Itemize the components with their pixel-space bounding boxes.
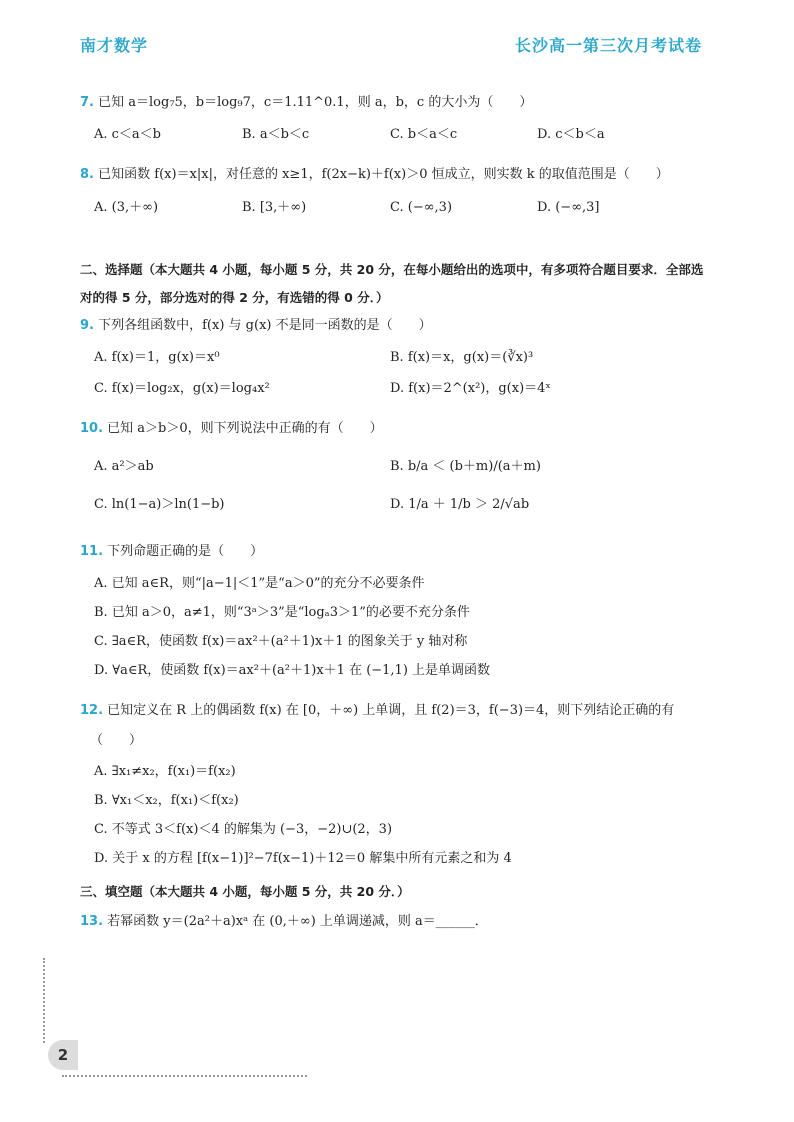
q9-option-c: C. f(x)＝log₂x，g(x)＝log₄x² — [94, 381, 270, 396]
q8-option-c: C. (−∞,3) — [390, 200, 453, 215]
question-number: 9. — [80, 318, 94, 333]
question-stem: 已知 a＞b＞0，则下列说法中正确的有（ ） — [107, 421, 383, 436]
q12-option-d: D. 关于 x 的方程 [f(x−1)]²−7f(x−1)＋12＝0 解集中所有元素之和为 4 — [94, 851, 512, 866]
q7-option-a: A. c＜a＜b — [94, 127, 162, 142]
dotted-margin-horizontal — [62, 1075, 307, 1077]
q7-option-c: C. b＜a＜c — [390, 127, 458, 142]
header-right-title: 长沙高一第三次月考试卷 — [514, 36, 702, 55]
q11-option-a: A. 已知 a∈R，则“|a−1|＜1”是“a＞0”的充分不必要条件 — [94, 576, 425, 591]
q12-option-a: A. ∃x₁≠x₂，f(x₁)＝f(x₂) — [94, 764, 236, 779]
q12-option-b: B. ∀x₁＜x₂，f(x₁)＜f(x₂) — [94, 793, 239, 808]
q10-option-d: D. 1/a ＋ 1/b ＞ 2/√ab — [390, 497, 530, 512]
section-3-title: 三、填空题（本大题共 4 小题，每小题 5 分，共 20 分．） — [80, 884, 410, 899]
q10-option-b: B. b/a ＜ (b＋m)/(a＋m) — [390, 459, 541, 474]
question-13 — [80, 914, 488, 930]
question-number: 12. — [80, 703, 104, 718]
question-stem: 下列各组函数中，f(x) 与 g(x) 不是同一函数的是（ ） — [98, 318, 432, 333]
question-number: 11. — [80, 544, 104, 559]
question-number: 7. — [80, 95, 94, 110]
header-left-title: 南才数学 — [80, 36, 149, 55]
question-stem: 已知函数 f(x)＝x|x|，对任意的 x≥1，f(2x−k)＋f(x)＞0 恒成立，则实数 k 的取值范围是（ ） — [98, 167, 669, 182]
q9-option-a: A. f(x)＝1，g(x)＝x⁰ — [94, 350, 220, 365]
q11-option-c: C. ∃a∈R，使函数 f(x)＝ax²＋(a²＋1)x＋1 的图象关于 y 轴对称 — [94, 634, 468, 649]
question-7 — [80, 95, 532, 111]
question-12 — [80, 703, 674, 719]
question-11 — [80, 544, 263, 560]
q8-option-b: B. [3,＋∞) — [242, 200, 307, 215]
question-number: 10. — [80, 421, 104, 436]
section-2-title-line1: 二、选择题（本大题共 4 小题，每小题 5 分，共 20 分，在每小题给出的选项中，有多项符合题目要求．全部选 — [80, 262, 704, 277]
q10-option-a: A. a²＞ab — [94, 459, 154, 474]
q9-option-d: D. f(x)＝2^(x²)，g(x)＝4ˣ — [390, 381, 551, 396]
section-2-title-line2: 对的得 5 分，部分选对的得 2 分，有选错的得 0 分．） — [80, 290, 389, 305]
dotted-margin-vertical — [43, 958, 45, 1043]
q8-option-a: A. (3,＋∞) — [94, 200, 159, 215]
q11-option-d: D. ∀a∈R，使函数 f(x)＝ax²＋(a²＋1)x＋1 在 (−1,1) 上是单调函数 — [94, 663, 491, 678]
question-stem: 已知 a＝log₇5，b＝log₉7，c＝1.11^0.1，则 a，b，c 的大小为（ ） — [98, 95, 533, 110]
q12-option-c: C. 不等式 3＜f(x)＜4 的解集为 (−3，−2)∪(2，3) — [94, 822, 393, 837]
question-9 — [80, 318, 432, 334]
q11-option-b: B. 已知 a＞0，a≠1，则“3ᵃ＞3”是“logₐ3＞1”的必要不充分条件 — [94, 605, 470, 620]
question-stem: 下列命题正确的是（ ） — [107, 544, 264, 559]
page-number: 2 — [48, 1040, 78, 1070]
q7-option-d: D. c＜b＜a — [537, 127, 605, 142]
q10-option-c: C. ln(1−a)＞ln(1−b) — [94, 497, 225, 512]
q9-option-b: B. f(x)＝x，g(x)＝(∛x)³ — [390, 350, 534, 365]
q8-option-d: D. (−∞,3] — [537, 200, 600, 215]
question-8 — [80, 167, 669, 183]
question-stem: 若幂函数 y＝(2a²＋a)xᵃ 在 (0,＋∞) 上单调递减，则 a＝______． — [107, 914, 488, 929]
question-number: 13. — [80, 914, 104, 929]
question-10 — [80, 421, 383, 437]
question-stem: 已知定义在 R 上的偶函数 f(x) 在 [0，＋∞) 上单调，且 f(2)＝3，f(−3)＝4，则下列结论正确的有 — [107, 703, 675, 718]
question-number: 8. — [80, 167, 94, 182]
q7-option-b: B. a＜b＜c — [242, 127, 310, 142]
q12-answer-blank: （ ） — [90, 733, 143, 748]
